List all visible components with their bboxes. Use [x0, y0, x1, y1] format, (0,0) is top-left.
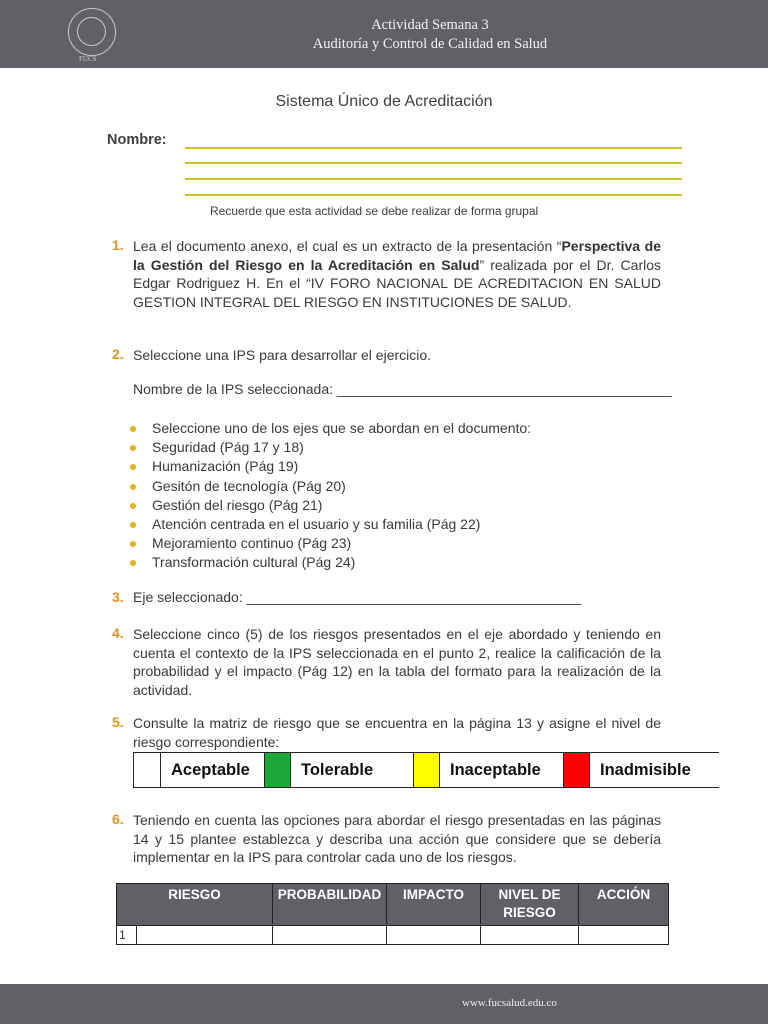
page-header: [0, 0, 768, 68]
list-item: Gestión del riesgo (Pág 21): [128, 496, 531, 515]
list-item: Transformación cultural (Pág 24): [128, 553, 531, 572]
ips-name-field[interactable]: Nombre de la IPS seleccionada: ___________________________________________: [133, 381, 672, 397]
step-1-text: Lea el documento anexo, el cual es un extracto de la presentación “Perspectiva de la Gestión del Riesgo en la Acreditación en Salud” realizada por el Dr. Carlos Edgar Rodriguez H. En el “IV FORO NACIONAL DE ACREDITACION EN SALUD GESTION INTEGRAL DEL RIESGO EN INSTITUCIONES DE SALUD.: [133, 238, 662, 310]
table-header-row: [117, 884, 669, 926]
list-item: Seleccione uno de los ejes que se abordan en el documento:: [128, 419, 531, 438]
column-header-riesgo: RIESGO: [117, 884, 273, 926]
list-item: Gesitón de tecnología (Pág 20): [128, 477, 531, 496]
selected-axis-field[interactable]: Eje seleccionado: ___________________________________________: [133, 589, 582, 605]
axes-list: [128, 419, 531, 573]
logo-text: FUCS: [79, 55, 97, 63]
legend-label-inaceptable: Inaceptable: [450, 760, 541, 779]
column-header-impacto: IMPACTO: [387, 884, 481, 926]
university-seal-icon: [68, 8, 116, 56]
course-title: Auditoría y Control de Calidad en Salud: [312, 36, 548, 52]
list-item: Atención centrada en el usuario y su familia (Pág 22): [128, 515, 531, 534]
website-link[interactable]: www.fucsalud.edu.co: [462, 997, 557, 1009]
list-item: Seguridad (Pág 17 y 18): [128, 438, 531, 457]
risk-cell[interactable]: [137, 926, 273, 945]
impact-cell[interactable]: [387, 926, 481, 945]
step-number: 2.: [112, 346, 124, 362]
column-header-probabilidad: PROBABILIDAD: [273, 884, 387, 926]
step-4-text: Seleccione cinco (5) de los riesgos presentados en el eje abordado y teniendo en cuenta el contexto de la IPS seleccionada en el punto 2, realice la calificación de la probabilidad y el impacto (Pág 12) en la tabla del formato para la realización de la actividad.: [133, 626, 661, 698]
risk-level-legend: [133, 752, 719, 788]
column-header-accion: ACCIÓN: [579, 884, 669, 926]
step-number: 4.: [112, 625, 124, 641]
step-number: 6.: [112, 811, 124, 827]
name-line-3[interactable]: [185, 178, 682, 180]
name-line-2[interactable]: [185, 162, 682, 164]
step-2-text: Seleccione una IPS para desarrollar el ejercicio.: [133, 347, 432, 363]
list-item: Mejoramiento continuo (Pág 23): [128, 534, 531, 553]
legend-swatch-aceptable: [134, 753, 161, 787]
risk-table: [116, 883, 669, 945]
step-number: 3.: [112, 589, 124, 605]
row-number: 1: [117, 926, 137, 945]
legend-swatch-inadmisible: [563, 753, 590, 787]
legend-label-aceptable: Aceptable: [171, 760, 250, 779]
legend-label-inadmisible: Inadmisible: [600, 760, 691, 779]
activity-title: Actividad Semana 3: [371, 17, 489, 33]
table-row: [117, 926, 669, 945]
document-title: Sistema Único de Acreditación: [275, 93, 493, 110]
presentation-title: Perspectiva de la Gestión del Riesgo en la Acreditación en Salud: [133, 238, 661, 273]
step-number: 1.: [112, 237, 124, 253]
list-item: Humanización (Pág 19): [128, 457, 531, 476]
step-5-text: Consulte la matriz de riesgo que se encuentra en la página 13 y asigne el nivel de riesgo correspondiente:: [133, 715, 661, 750]
page-footer: [0, 984, 768, 1024]
risk-level-cell[interactable]: [481, 926, 579, 945]
group-reminder: Recuerde que esta actividad se debe realizar de forma grupal: [210, 204, 539, 218]
legend-swatch-tolerable: [264, 753, 291, 787]
probability-cell[interactable]: [273, 926, 387, 945]
column-header-nivel-de-riesgo: NIVEL DE RIESGO: [481, 884, 579, 926]
legend-swatch-inaceptable: [413, 753, 440, 787]
legend-label-tolerable: Tolerable: [301, 760, 374, 779]
name-line-1[interactable]: [185, 147, 682, 149]
name-line-4[interactable]: [185, 194, 682, 196]
step-number: 5.: [112, 714, 124, 730]
action-cell[interactable]: [579, 926, 669, 945]
name-label: Nombre:: [107, 132, 167, 148]
step-6-text: Teniendo en cuenta las opciones para abordar el riesgo presentadas en las páginas 14 y 15 plantee establezca y describa una acción que considere que se debería implementar en la IPS para controlar cada uno de los riesgos.: [133, 812, 661, 865]
